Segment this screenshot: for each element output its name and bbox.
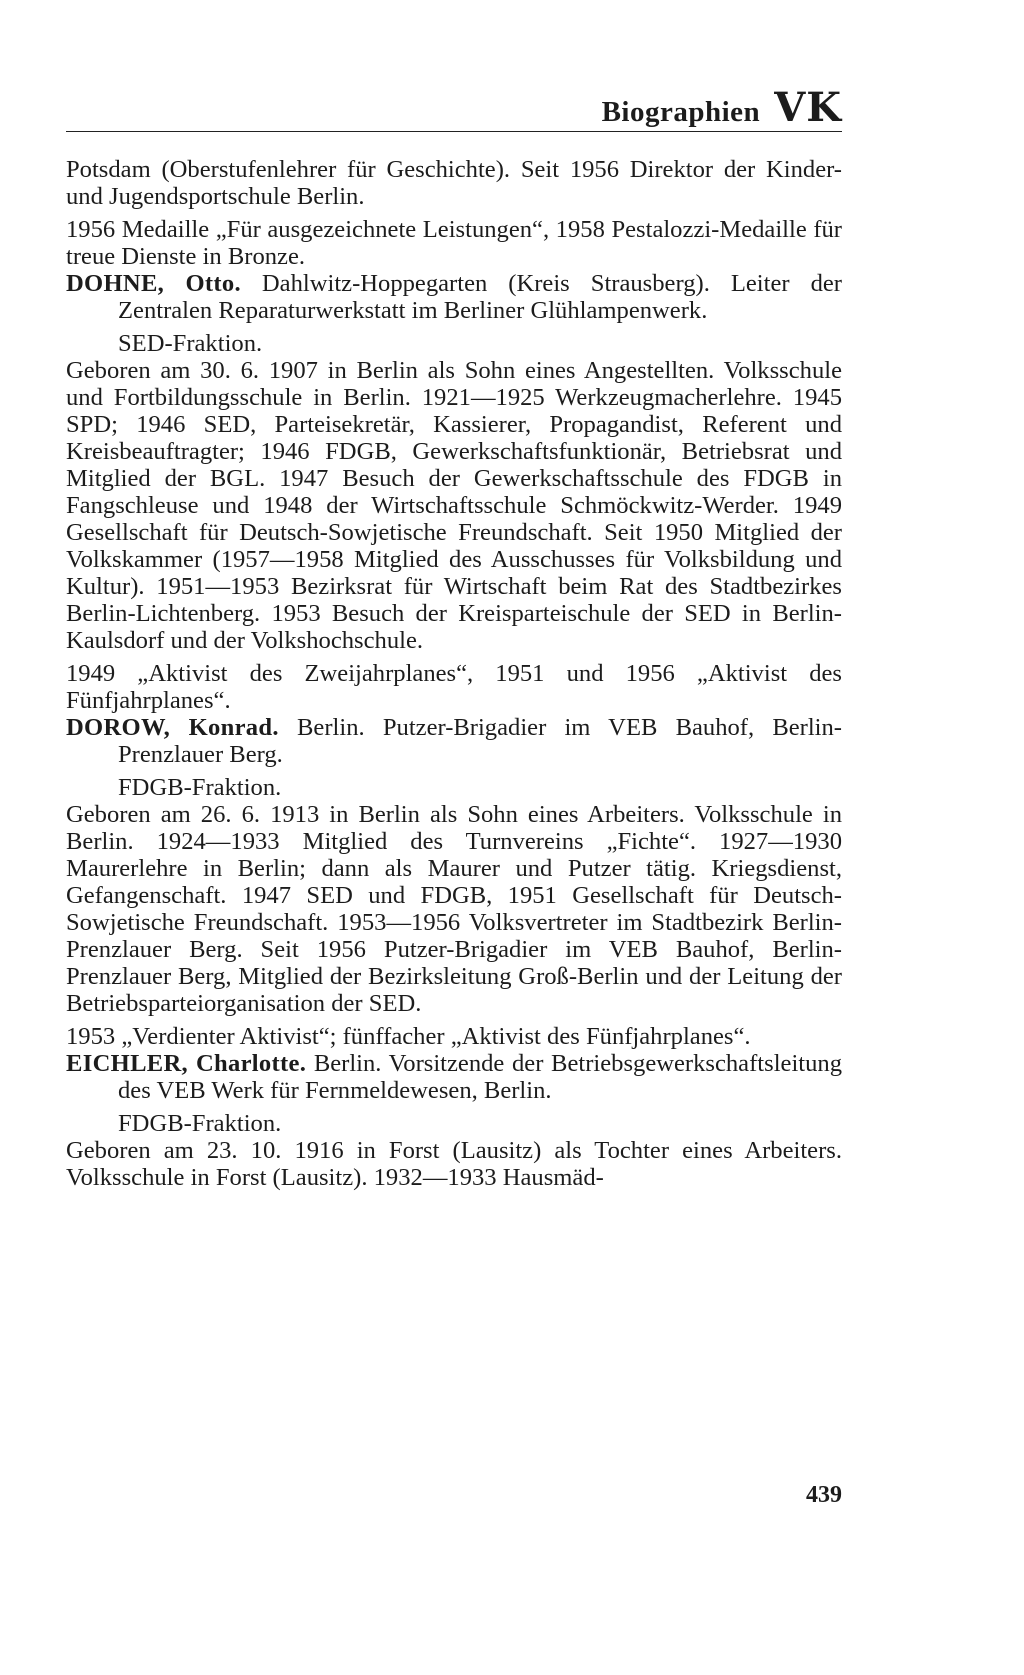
entry-eichler-biography: Geboren am 23. 10. 1916 in Forst (Lausitz) als Tochter eines Arbeiters. Volksschule in Forst (Lausitz). 1932—1933 Hausmäd- xyxy=(66,1137,842,1191)
entry-dorow-faction: FDGB-Fraktion. xyxy=(118,774,282,801)
entry-dohne-biography: Geboren am 30. 6. 1907 in Berlin als Sohn eines Angestellten. Volksschule und Fortbildungsschule in Berlin. 1921—1925 Werkzeugmacherlehre. 1945 SPD; 1946 SED, Parteisekretär, Kassierer, Propagandist, Referent und Kreisbeauftragter; 1946 FDGB, Gewerkschaftsfunktionär, Betriebsrat und Mitglied der BGL. 1947 Besuch der Gewerkschaftsschule des FDGB in Fangschleuse und 1948 der Wirtschaftsschule Schmöckwitz-Werder. 1949 Gesellschaft für Deutsch-Sowjetische Freundschaft. Seit 1950 Mitglied der Volkskammer (1957—1958 Mitglied des Ausschusses für Volksbildung und Kultur). 1951—1953 Bezirksrat für Wirtschaft beim Rat des Stadtbezirkes Berlin-Lichtenberg. 1953 Besuch der Kreisparteischule der SED in Berlin-Kaulsdorf und der Volkshochschule. xyxy=(66,357,842,654)
page-number: 439 xyxy=(806,1482,842,1508)
entry-eichler-summary: Berlin. Vorsitzende der Betriebsgewerkschaftsleitung des VEB Werk für Fernmeldewesen, Berlin. xyxy=(118,1050,842,1104)
entry-eichler-name: EICHLER, Charlotte. xyxy=(66,1050,307,1077)
entry-dorow-awards: 1953 „Verdienter Aktivist“; fünffacher „Aktivist des Fünfjahrplanes“. xyxy=(66,1023,751,1050)
running-head xyxy=(66,84,842,132)
entry-eichler-faction: FDGB-Fraktion. xyxy=(118,1110,282,1137)
section-title: Biographien xyxy=(601,96,761,128)
section-tag: VK xyxy=(774,84,842,131)
intro-paragraph: Potsdam (Oberstufenlehrer für Geschichte). Seit 1956 Direktor der Kinder- und Jugendsportschule Berlin. xyxy=(66,156,842,210)
entry-dohne-faction: SED-Fraktion. xyxy=(118,330,263,357)
entry-dorow-heading xyxy=(66,714,842,768)
book-page xyxy=(66,84,842,1191)
entry-dohne-awards: 1949 „Aktivist des Zweijahrplanes“, 1951 und 1956 „Aktivist des Fünfjahrplanes“. xyxy=(66,660,842,714)
entry-dorow-biography: Geboren am 26. 6. 1913 in Berlin als Sohn eines Arbeiters. Volksschule in Berlin. 1924—1933 Mitglied des Turnvereins „Fichte“. 1927—1930 Maurerlehre in Berlin; dann als Maurer und Putzer tätig. Kriegsdienst, Gefangenschaft. 1947 SED und FDGB, 1951 Gesellschaft für Deutsch-Sowjetische Freundschaft. 1953—1956 Volksvertreter im Stadtbezirk Berlin-Prenzlauer Berg. Seit 1956 Putzer-Brigadier im VEB Bauhof, Berlin-Prenzlauer Berg, Mitglied der Bezirksleitung Groß-Berlin und der Leitung der Betriebsparteiorganisation der SED. xyxy=(66,801,842,1017)
entry-dohne-name: DOHNE, Otto. xyxy=(66,270,241,297)
entry-dohne-heading xyxy=(66,270,842,324)
entry-dohne-summary: Dahlwitz-Hoppegarten (Kreis Strausberg). Leiter der Zentralen Reparaturwerkstatt im Berliner Glühlampenwerk. xyxy=(118,270,842,324)
entry-dorow-name: DOROW, Konrad. xyxy=(66,714,279,741)
entry-eichler-heading xyxy=(66,1050,842,1104)
body-text xyxy=(66,156,842,1191)
entry-dorow-summary: Berlin. Putzer-Brigadier im VEB Bauhof, Berlin-Prenzlauer Berg. xyxy=(118,714,842,768)
intro-awards: 1956 Medaille „Für ausgezeichnete Leistungen“, 1958 Pestalozzi-Medaille für treue Dienste in Bronze. xyxy=(66,216,842,270)
